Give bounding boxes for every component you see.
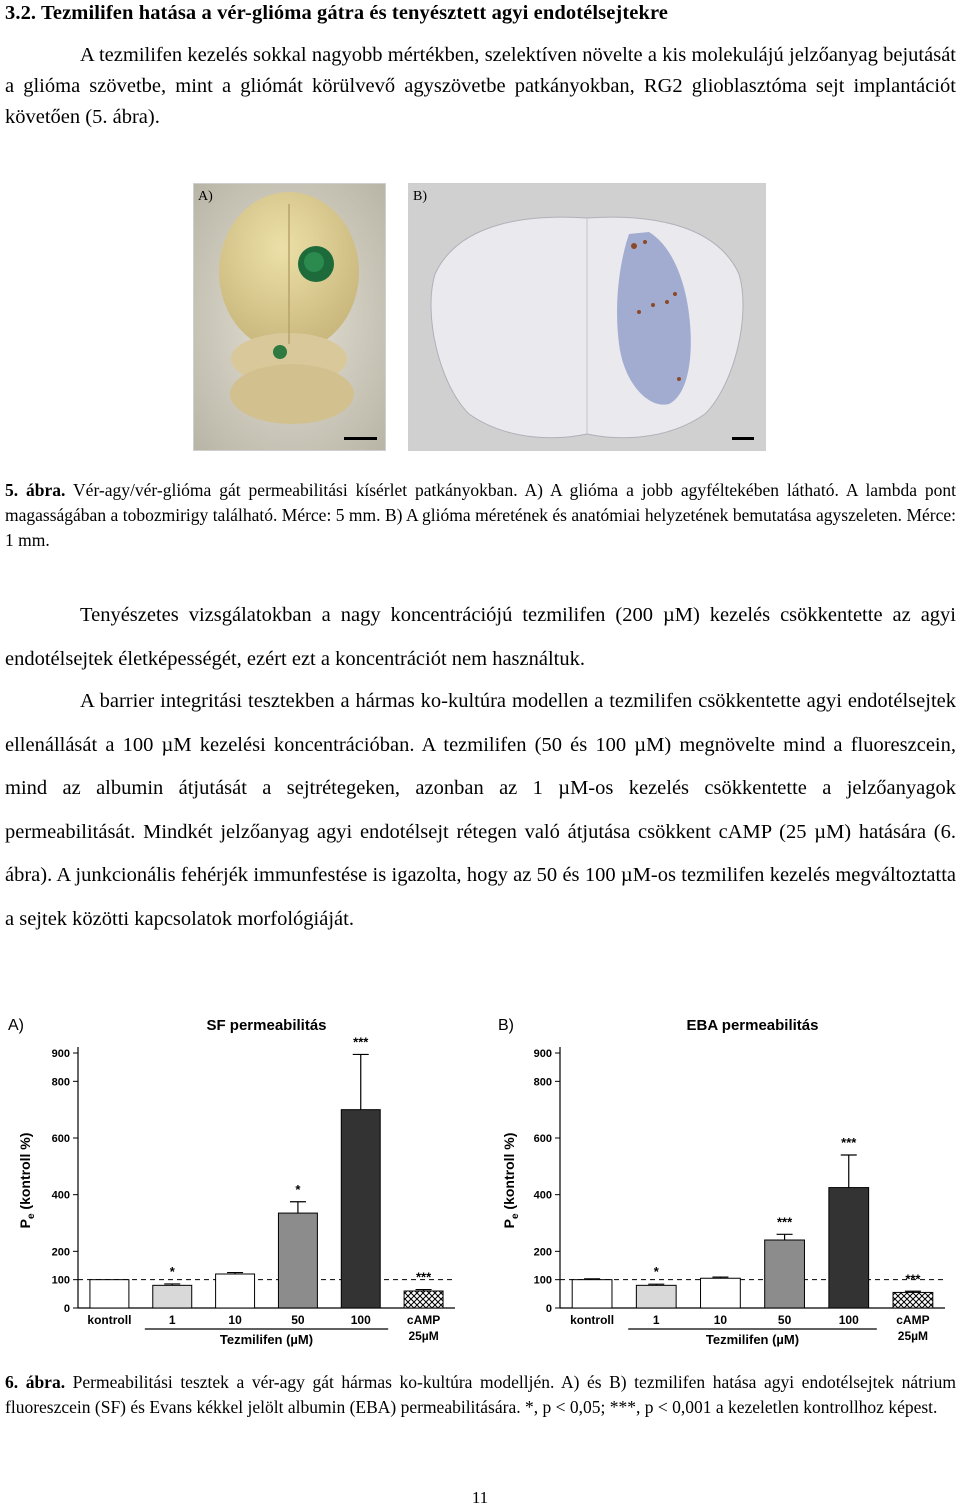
- panel-b-label: B): [413, 189, 427, 204]
- x-category-label: kontroll: [87, 1313, 132, 1327]
- y-tick-label: 0: [63, 1303, 70, 1315]
- x-category-label: kontroll: [570, 1313, 615, 1327]
- x-axis-label: Tezmilifen (µM): [705, 1332, 800, 1347]
- significance-marker: ***: [415, 1269, 432, 1285]
- y-tick-label: 600: [533, 1133, 552, 1145]
- significance-marker: ***: [905, 1271, 921, 1287]
- figure5-caption: [5, 478, 956, 553]
- y-axis-label-sub: e: [510, 1213, 521, 1220]
- figure5-caption-label: 5. ábra.: [5, 480, 66, 500]
- y-axis-label-main: P: [17, 1219, 33, 1229]
- chart-eba-permeability: [490, 1008, 960, 1353]
- brain-slice: [408, 183, 766, 451]
- chart-sf-permeability: [0, 1008, 480, 1353]
- panel-a-label: A): [198, 189, 213, 204]
- x-category-label: cAMP: [896, 1313, 930, 1327]
- figure6-caption-label: 6. ábra.: [5, 1372, 66, 1392]
- bar-4: [829, 1188, 869, 1308]
- bar-0: [90, 1280, 129, 1308]
- bar-1: [636, 1285, 676, 1308]
- x-category-label: 10: [713, 1313, 728, 1327]
- bar-4: [341, 1110, 380, 1308]
- y-axis-label-main: P: [501, 1219, 517, 1229]
- x-category-label: cAMP: [406, 1313, 441, 1327]
- brain-illustration: [194, 184, 385, 450]
- y-axis-label-sub: e: [26, 1213, 37, 1220]
- y-tick-label: 900: [51, 1048, 70, 1060]
- y-tick-label: 900: [533, 1048, 552, 1060]
- y-tick-label: 400: [51, 1189, 70, 1202]
- y-axis-label: [17, 1133, 37, 1229]
- x-category-label: 100: [350, 1313, 371, 1327]
- significance-marker: ***: [776, 1214, 793, 1230]
- x-category-label: 1: [652, 1313, 660, 1327]
- significance-marker: ***: [841, 1135, 857, 1150]
- y-tick-label: 600: [51, 1133, 70, 1145]
- bar-2: [701, 1278, 741, 1308]
- significance-marker: *: [169, 1263, 175, 1279]
- x-category-label-unit: 25µM: [897, 1329, 929, 1343]
- y-tick-label: 200: [533, 1246, 552, 1259]
- bar-2: [216, 1274, 255, 1308]
- y-axis-label: [501, 1133, 521, 1229]
- y-tick-label: 400: [533, 1189, 552, 1202]
- y-axis-label-rest: (kontroll %): [501, 1132, 517, 1214]
- paragraph-intro: A tezmilifen kezelés sokkal nagyobb mértékben, szelektíven növelte a kis molekulájú jelzőanyag bejutását a glióma szövetbe, mint a gliómát körülvevő agyszövetbe patkányokban, RG2 glioblasztóma sejt implantációt követően (5. ábra).: [5, 44, 956, 128]
- figure5-caption-text: Vér-agy/vér-glióma gát permeabilitási kísérlet patkányokban. A) A glióma a jobb agyféltekében látható. A lambda pont magasságában a tobozmirigy található. Mérce: 5 mm. B) A glióma méretének és anatómiai helyzetének bemutatása agyszeleten. Mérce: 1 mm.: [5, 480, 956, 550]
- panel-label: B): [498, 1017, 514, 1034]
- y-tick-label: 200: [51, 1246, 70, 1259]
- x-category-label: 10: [228, 1313, 242, 1327]
- y-tick-label: 100: [51, 1274, 70, 1287]
- chart-title: EBA permeabilitás: [686, 1017, 819, 1034]
- chart-title: SF permeabilitás: [206, 1017, 327, 1034]
- x-category-label: 50: [291, 1313, 305, 1327]
- significance-marker: ***: [353, 1034, 369, 1050]
- bar-3: [278, 1213, 317, 1308]
- y-tick-label: 800: [533, 1076, 552, 1089]
- y-tick-label: 100: [533, 1274, 552, 1287]
- significance-marker: *: [295, 1181, 301, 1197]
- x-category-label: 100: [838, 1313, 859, 1327]
- figure6-caption-text: Permeabilitási tesztek a vér-agy gát hármas ko-kultúra modelljén. A) és B) tezmilifen hatása agyi endotélsejtek nátrium fluoreszcein (SF) és Evans kékkel jelölt albumin (EBA) permeabilitására. *, p < 0,05; ***, p < 0,001 a kezeletlen kontrollhoz képest.: [5, 1372, 957, 1417]
- y-tick-label: 800: [51, 1076, 70, 1089]
- x-category-label: 1: [168, 1313, 176, 1327]
- brain-photo: [193, 183, 386, 451]
- panel-label: A): [8, 1017, 24, 1034]
- bar-5: [893, 1292, 933, 1308]
- paragraph-barrier: A barrier integritási tesztekben a hármas ko-kultúra modellen a tezmilifen csökkentette agyi endotélsejtek ellenállását a 100 µM kezelési koncentrációban. A tezmilifen (50 és 100 µM) megnövelte mind a fluoreszcein, mind az albumin átjutását a sejtrétegeken, azonban az 1 µM-os kezelés csökkentette a jelzőanyagok permeabilitását. Mindkét jelzőanyag agyi endotélsejt rétegen való átjutása csökkent cAMP (25 µM) hatására (6. ábra). A junkcionális fehérjék immunfestése is igazolta, hogy az 50 és 100 µM-os tezmilifen kezelés megváltoztatta a sejtek közötti kapcsolatok morfológiáját.: [5, 690, 956, 930]
- x-category-label: 50: [777, 1313, 792, 1327]
- y-axis-label-rest: (kontroll %): [17, 1132, 33, 1214]
- page-number: 11: [471, 1488, 489, 1507]
- y-tick-label: 0: [545, 1303, 552, 1315]
- figure6-caption: [5, 1370, 956, 1420]
- bar-3: [765, 1240, 805, 1308]
- paragraph-viability: Tenyészetes vizsgálatokban a nagy koncentrációjú tezmilifen (200 µM) kezelés csökkentette az agyi endotélsejtek életképességét, ezért ezt a koncentrációt nem használtuk.: [5, 604, 956, 670]
- significance-marker: *: [653, 1264, 659, 1280]
- section-heading: 3.2. Tezmilifen hatása a vér-glióma gátra és tenyésztett agyi endotélsejtekre: [5, 2, 668, 24]
- bar-5: [404, 1291, 443, 1308]
- bar-0: [572, 1280, 612, 1308]
- x-axis-label: Tezmilifen (µM): [219, 1332, 314, 1347]
- brain-slice-illustration: [409, 184, 765, 450]
- x-category-label-unit: 25µM: [408, 1329, 439, 1343]
- bar-1: [153, 1285, 192, 1308]
